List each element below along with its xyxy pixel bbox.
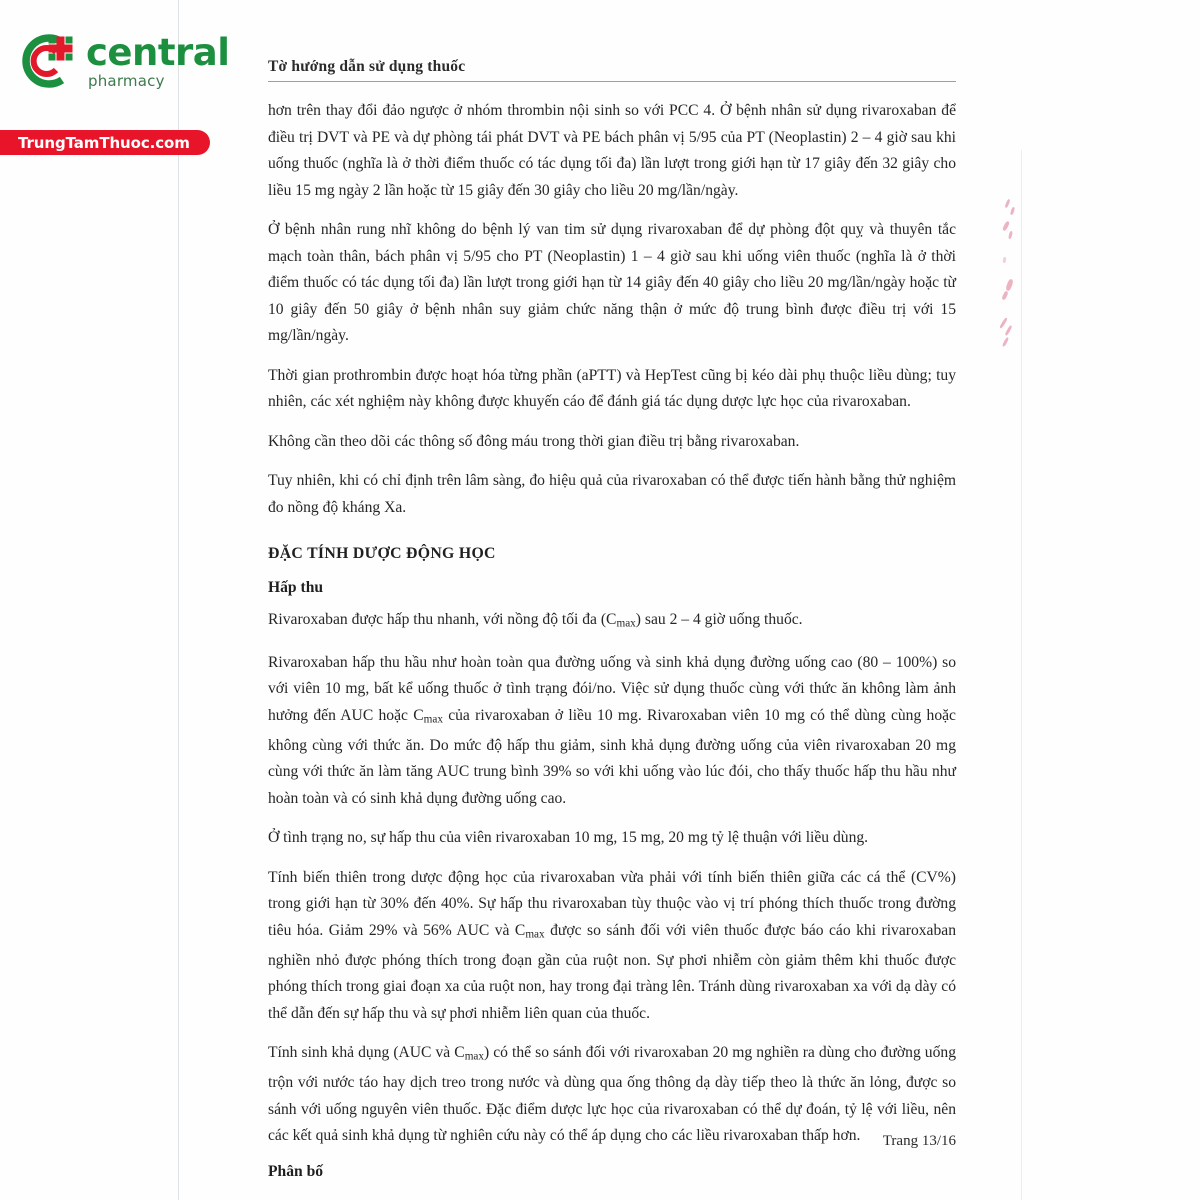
- page-edge-line-right: [1021, 150, 1022, 1200]
- brand-logo: [18, 30, 229, 92]
- brand-wordmark: [86, 30, 230, 90]
- page-edge-line-left: [178, 0, 179, 1200]
- text-run: Rivaroxaban được hấp thu nhanh, với nồng độ tối đa (C: [268, 611, 617, 628]
- paragraph: Ở bệnh nhân rung nhĩ không do bệnh lý van tim sử dụng rivaroxaban để dự phòng đột quỵ và thuyên tắc mạch toàn thân, bách phân vị 5/95 cho PT (Neoplastin) 1 – 4 giờ sau khi uống viên thuốc (nghĩa là ở thời điểm thuốc có tác dụng tối đa) lần lượt trong giới hạn từ 14 giây đến 40 giây cho liều 20 mg/lần/ngày hoặc từ 10 giây đến 50 giây ở bệnh nhân suy giảm chức năng thận ở mức độ trung bình được điều trị với 15 mg/lần/ngày.: [268, 221, 956, 344]
- subscript-max: max: [464, 1050, 485, 1063]
- text-run: Rivaroxaban hấp thu hầu như hoàn toàn qua đường uống và sinh khả dụng đường uống cao (80 – 100%) so với viên 10 mg, bất kể uống thuốc ở tình trạng đói/no. Việc sử dụng thuốc cùng với thức ăn không làm ảnh hưởng đến AUC hoặc C: [268, 653, 956, 724]
- branding-watermark: [0, 22, 240, 152]
- brand-tagline: pharmacy: [88, 71, 165, 90]
- brand-name: central: [86, 30, 230, 74]
- paragraph-dose-proportional: Ở tình trạng no, sự hấp thu của viên rivaroxaban 10 mg, 15 mg, 20 mg tỷ lệ thuận với liều dùng.: [268, 829, 869, 847]
- page-footer: [268, 1132, 956, 1150]
- text-run: Tính sinh khả dụng (AUC và C: [268, 1044, 465, 1062]
- paragraph-cmax-time: [268, 607, 956, 637]
- central-pharmacy-c-cross-logo-icon: [18, 30, 80, 92]
- paragraph-variability: [268, 865, 956, 1027]
- site-url-text: TrungTamThuoc.com: [18, 133, 190, 152]
- document-header-title: Tờ hướng dẫn sử dụng thuốc: [268, 58, 466, 75]
- subheading-absorption: Hấp thu: [268, 579, 324, 596]
- subscript-max: max: [616, 617, 636, 630]
- document-body: [268, 98, 956, 1181]
- paragraph: Không cần theo dõi các thông số đông máu trong thời gian điều trị bằng rivaroxaban.: [268, 432, 800, 450]
- text-run: được so sánh đối với viên thuốc được báo cáo khi rivaroxaban nghiền nhỏ được phóng thích trong đoạn gần của ruột non. Sự phơi nhiễm còn giảm thêm khi thuốc được phóng thích trong giai đoạn xa của ruột non, hay trong đại tràng lên. Tránh dùng rivaroxaban xa với dạ dày có thể dẫn đến sự hấp thu và sự phơi nhiễm liên quan của thuốc.: [268, 921, 956, 1022]
- page-number: Trang 13/16: [882, 1133, 956, 1149]
- section-heading-pharmacokinetics: ĐẶC TÍNH DƯỢC ĐỘNG HỌC: [268, 545, 496, 562]
- paragraph: Tuy nhiên, khi có chỉ định trên lâm sàng, đo hiệu quả của rivaroxaban có thể được tiến hành bằng thử nghiệm đo nồng độ kháng Xa.: [268, 472, 956, 516]
- document-page: [268, 58, 956, 1191]
- paragraph: Thời gian prothrombin được hoạt hóa từng phần (aPTT) và HepTest cũng bị kéo dài phụ thuộc liều dùng; tuy nhiên, các xét nghiệm này không được khuyến cáo để đánh giá tác dụng dược lực học của rivaroxaban.: [268, 366, 956, 410]
- paragraph: hơn trên thay đổi đảo ngược ở nhóm thrombin nội sinh so với PCC 4. Ở bệnh nhân sử dụng rivaroxaban để điều trị DVT và PE và dự phòng tái phát DVT và PE bách phân vị 5/95 của PT (Neoplastin) 2 – 4 giờ sau khi uống thuốc (nghĩa là ở thời điểm thuốc có tác dụng tối đa) lần lượt trong giới hạn từ 17 giây đến 32 giây cho liều 15 mg ngày 2 lần hoặc từ 15 giây đến 30 giây cho liều 20 mg/lần/ngày.: [268, 102, 956, 199]
- paragraph-bioavailability: [268, 650, 956, 812]
- text-run: Tính biến thiên trong dược động học của rivaroxaban vừa phải với tính biến thiên giữa các cá thể (CV%) trong giới hạn từ 30% đến 40%. Sự hấp thu rivaroxaban tùy thuộc vào vị trí phóng thích thuốc trong đường tiêu hóa. Giảm 29% và 56% AUC và C: [268, 868, 956, 939]
- header-divider: [268, 81, 956, 82]
- text-run: của rivaroxaban ở liều 10 mg. Rivaroxaban viên 10 mg có thể dùng cùng hoặc không cùng với thức ăn. Do mức độ hấp thu giảm, sinh khả dụng đường uống của viên rivaroxaban 20 mg cùng với thức ăn làm tăng AUC trung bình 39% so với khi uống vào lúc đói, cho thấy thuốc hấp thu hầu như hoàn toàn và có sinh khả dụng đường uống cao.: [268, 706, 956, 807]
- text-run: ) có thể so sánh đối với rivaroxaban 20 mg nghiền ra dùng cho đường uống trộn với nước táo hay dịch treo trong nước và dùng qua ống thông dạ dày tiếp theo là thức ăn lỏng, được so sánh với uống nguyên viên thuốc. Đặc điểm dược lực học của rivaroxaban có thể dự đoán, tỷ lệ với liều, nên các kết quả sinh khả dụng từ nghiên cứu này có thể áp dụng cho các liều rivaroxaban thấp hơn.: [268, 1044, 956, 1145]
- text-run: ) sau 2 – 4 giờ uống thuốc.: [635, 611, 803, 628]
- subscript-max: max: [423, 713, 443, 726]
- subheading-distribution: Phân bố: [268, 1162, 324, 1180]
- site-url-banner: [0, 130, 210, 155]
- subscript-max: max: [525, 928, 545, 941]
